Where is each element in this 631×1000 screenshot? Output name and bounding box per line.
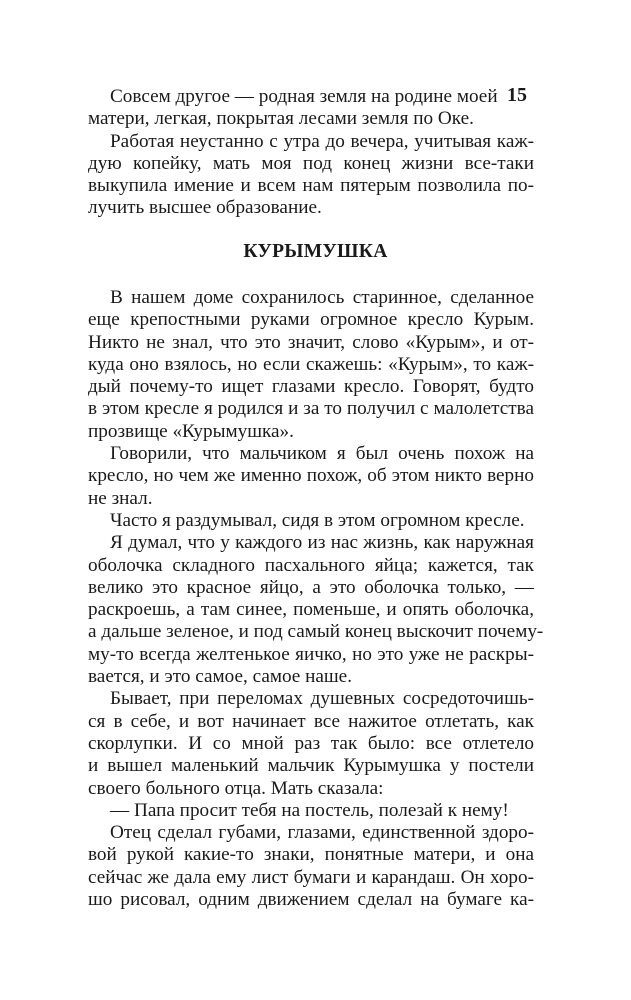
- text-line: дую копейку, мать моя под конец жизни все-таки: [88, 152, 534, 174]
- text-line: — Папа просит тебя на постель, полезай к нему!: [110, 799, 509, 821]
- text-line: Говорили, что мальчиком я был очень похож на: [110, 443, 534, 465]
- text-line: дый почему-то ищет глазами кресло. Говорят, будто: [88, 376, 534, 398]
- text-line: шо рисовал, одним движением сделал на бумаге ка-: [88, 889, 534, 911]
- text-line: оболочка складного пасхального яйца; кажется, так: [88, 554, 534, 576]
- text-line: матери, легкая, покрытая лесами земля по Оке.: [88, 108, 474, 130]
- text-line: кресло, но чем же именно похож, об этом никто верно: [88, 465, 534, 487]
- text-line: сейчас же дала ему лист бумаги и карандаш. Он хоро-: [88, 866, 534, 888]
- text-line: еще крепостными руками огромное кресло Курым.: [88, 309, 534, 331]
- text-line: вой рукой какие-то знаки, понятные матери, и она: [88, 844, 534, 866]
- text-line: Совсем другое — родная земля на родине моей: [110, 86, 498, 107]
- text-line: в этом кресле я родился и за то получил с малолетства: [88, 398, 534, 420]
- text-line: лучить высшее образование.: [88, 197, 322, 219]
- text-line: не знал.: [88, 487, 153, 509]
- page-number: 15: [507, 84, 527, 106]
- text-line: Никто не знал, что это значит, слово «Курым», и от-: [88, 331, 534, 353]
- text-line: Работая неустанно с утра до вечера, учитывая каж-: [110, 130, 534, 152]
- text-line: му-то всегда желтенькое яичко, но это уже не раскры-: [88, 643, 534, 665]
- paragraph-block-intro: [88, 86, 534, 220]
- text-line: куда оно взялось, но если скажешь: «Курым», то каж-: [88, 353, 534, 375]
- text-line: своего больного отца. Мать сказала:: [88, 777, 384, 799]
- paragraph-block-chapter: [88, 287, 544, 911]
- text-line: Отец сделал губами, глазами, единственной здоро-: [110, 822, 534, 844]
- text-line: выкупила имение и всем нам пятерым позволила по-: [88, 175, 534, 197]
- text-line: Я думал, что у каждого из нас жизнь, как наружная: [110, 532, 534, 554]
- text-line: В нашем доме сохранилось старинное, сделанное: [110, 287, 534, 308]
- text-line: велико это красное яйцо, а это оболочка только, —: [88, 576, 534, 598]
- text-line: вается, и это самое, самое наше.: [88, 666, 352, 688]
- text-line: раскроешь, а там синее, поменьше, и опять оболочка,: [88, 599, 534, 621]
- text-line: Бывает, при переломах душевных сосредоточишь-: [110, 688, 534, 710]
- chapter-heading: КУРЫМУШКА: [243, 241, 388, 262]
- text-line: скорлупки. И со мной раз так было: все отлетело: [88, 732, 534, 754]
- text-line: и вышел маленький мальчик Курымушка у постели: [88, 755, 534, 777]
- text-line: а дальше зеленое, и под самый конец выскочит почему-: [88, 621, 544, 643]
- text-line: ся в себе, и вот начинает все нажитое отлетать, как: [88, 710, 534, 732]
- text-line: Часто я раздумывал, сидя в этом огромном кресле.: [110, 509, 525, 531]
- text-line: прозвище «Курымушка».: [88, 420, 294, 442]
